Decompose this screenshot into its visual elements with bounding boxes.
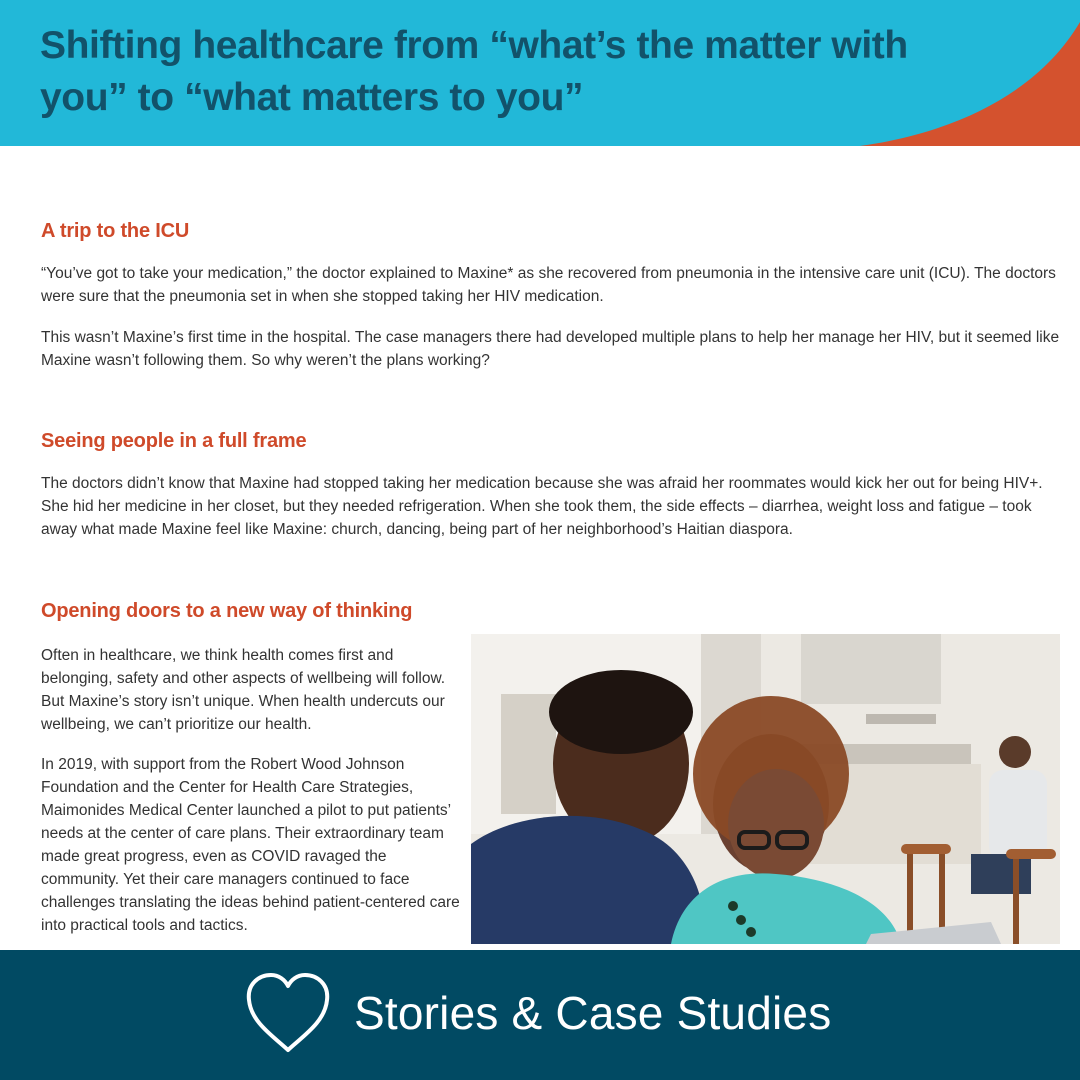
page-title: Shifting healthcare from “what’s the matter with you” to “what matters to you”	[40, 24, 908, 119]
section-icu	[41, 220, 1061, 390]
heart-icon	[243, 972, 333, 1056]
section-full-frame	[41, 430, 1066, 541]
paragraph-opening-doors-1: Often in healthcare, we think health comes first and belonging, safety and other aspects of wellbeing will follow. But Maxine’s story isn’t unique. When health undercuts our wellbeing, we can’t prioritize our health.	[41, 647, 446, 733]
section-heading-icu: A trip to the ICU	[41, 220, 190, 242]
section-heading-opening-doors: Opening doors to a new way of thinking	[41, 600, 413, 622]
footer-category-label: Stories & Case Studies	[354, 987, 832, 1039]
paragraph-icu-2: This wasn’t Maxine’s first time in the hospital. The case managers there had developed multiple plans to help her manage her HIV, but it seemed like Maxine wasn’t following them. So why weren’t the plans working?	[41, 329, 1060, 369]
photo-two-people-at-laptop	[471, 634, 1060, 944]
footer-banner	[0, 950, 1080, 1080]
photo-illustration	[471, 634, 1060, 944]
opening-doors-text-column	[41, 644, 461, 949]
paragraph-full-frame-1: The doctors didn’t know that Maxine had stopped taking her medication because she was afraid her roommates would kick her out for being HIV+. She hid her medicine in her closet, but they needed refrigeration. When she took them, the side effects – diarrhea, weight loss and fatigue – took away what made Maxine feel like Maxine: church, dancing, being part of her neighborhood’s Haitian diaspora.	[41, 475, 1043, 538]
paragraph-opening-doors-2: In 2019, with support from the Robert Wood Johnson Foundation and the Center for Health Care Strategies, Maimonides Medical Center launched a pilot to put patients’ needs at the center of care plans. Their extraordinary team made great progress, even as COVID ravaged the community. Yet their care managers continued to face challenges translating the ideas behind patient-centered care into practical tools and tactics.	[41, 756, 460, 934]
paragraph-icu-1: “You’ve got to take your medication,” the doctor explained to Maxine* as she recovered from pneumonia in the intensive care unit (ICU). The doctors were sure that the pneumonia set in when she stopped taking her HIV medication.	[41, 265, 1056, 305]
section-heading-full-frame: Seeing people in a full frame	[41, 430, 307, 452]
header-banner	[0, 0, 1080, 146]
